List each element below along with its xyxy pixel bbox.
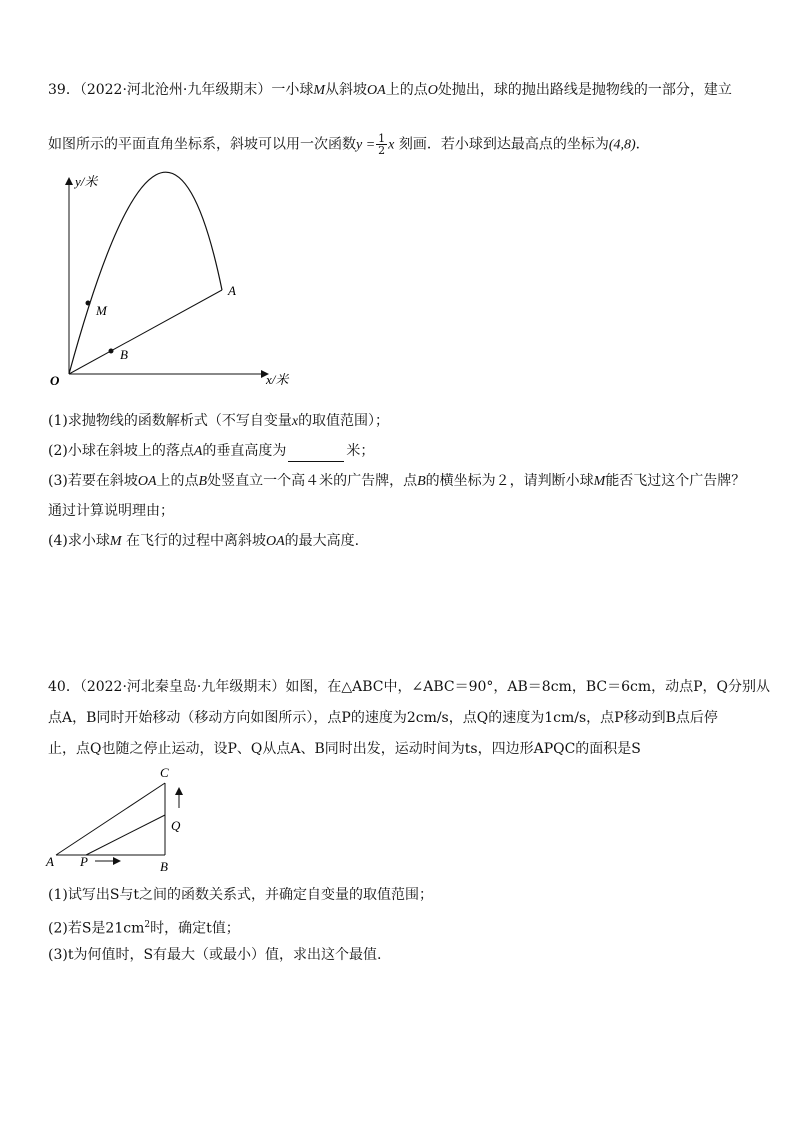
label-a: A — [46, 854, 54, 869]
segment-pq — [86, 815, 165, 855]
q39-part-3-cont: 通过计算说明理由； — [48, 503, 174, 519]
label-b: B — [160, 859, 168, 874]
q39-parabola-figure — [40, 168, 310, 398]
q39-part-4: (4)求小球M 在飞行的过程中离斜坡OA的最大高度. — [48, 533, 360, 549]
q39-line-2: 如图所示的平面直角坐标系，斜坡可以用一次函数y = $\frac{1}{2}$ x 刻画．若小球到达最高点的坐标为(4,8)． — [48, 132, 650, 157]
q40-line-3: 止，点Q也随之停止运动，设P、Q从点A、B同时出发，运动时间为ts，四边形APQC的面积是S — [48, 741, 641, 757]
slope-symbol: OA — [367, 83, 386, 98]
label-c: C — [160, 765, 169, 780]
q39-part-1: (1)求抛物线的函数解析式（不写自变量x的取值范围）； — [48, 413, 390, 429]
q39-line-1: 39．（2022·河北沧州·九年级期末）一小球M从斜坡OA上的点O处抛出，球的抛出路线是抛物线的一部分，建立 — [48, 82, 732, 98]
label-m: M — [96, 303, 107, 318]
y-axis-label: y/米 — [75, 174, 98, 189]
ball-symbol: M — [313, 83, 326, 98]
q39-source: （2022·河北沧州·九年级期末） — [79, 82, 272, 98]
label-b: B — [120, 347, 128, 362]
q39-number: 39． — [48, 82, 80, 98]
x-axis-label: x/米 — [266, 372, 289, 387]
q40-line-2: 点A，B同时开始移动（移动方向如图所示），点P的速度为2cm/s，点Q的速度为1cm/s，点P移动到B点后停 — [48, 710, 718, 726]
vertex-coords: (4,8) — [608, 137, 636, 153]
q40-part-2: (2)若S是$21cm^2$时，确定t值； — [48, 920, 240, 937]
point-b — [109, 349, 114, 354]
q39-part-2: (2)小球在斜坡上的落点A的垂直高度为 米； — [48, 441, 374, 462]
fraction-one-half: $\frac{1}{2}$ — [378, 132, 386, 157]
slope-line-oa — [69, 290, 222, 374]
label-q: Q — [171, 818, 181, 833]
q40-part-3: (3)t为何值时，S有最大（或最小）值，求出这个最值. — [48, 947, 382, 963]
parabola-curve — [69, 172, 222, 374]
q40-triangle-figure — [40, 760, 210, 875]
label-a: A — [228, 283, 236, 298]
label-p: P — [80, 854, 88, 869]
side-ac — [56, 783, 165, 855]
q40-part-1: (1)试写出S与t之间的函数关系式，并确定自变量的取值范围； — [48, 887, 434, 903]
q39-part-3: (3)若要在斜坡OA上的点B处竖直立一个高４米的广告牌，点B的横坐标为２，请判断小球M能否飞过这个广告牌？ — [48, 473, 746, 489]
point-m — [86, 301, 91, 306]
q40-line-1: 40．（2022·河北秦皇岛·九年级期末）如图，在△ABC中，∠ABC＝90°，AB＝8cm，BC＝6cm，动点P，Q分别从 — [48, 679, 770, 695]
answer-blank[interactable] — [288, 447, 344, 462]
origin-label: O — [50, 373, 60, 388]
